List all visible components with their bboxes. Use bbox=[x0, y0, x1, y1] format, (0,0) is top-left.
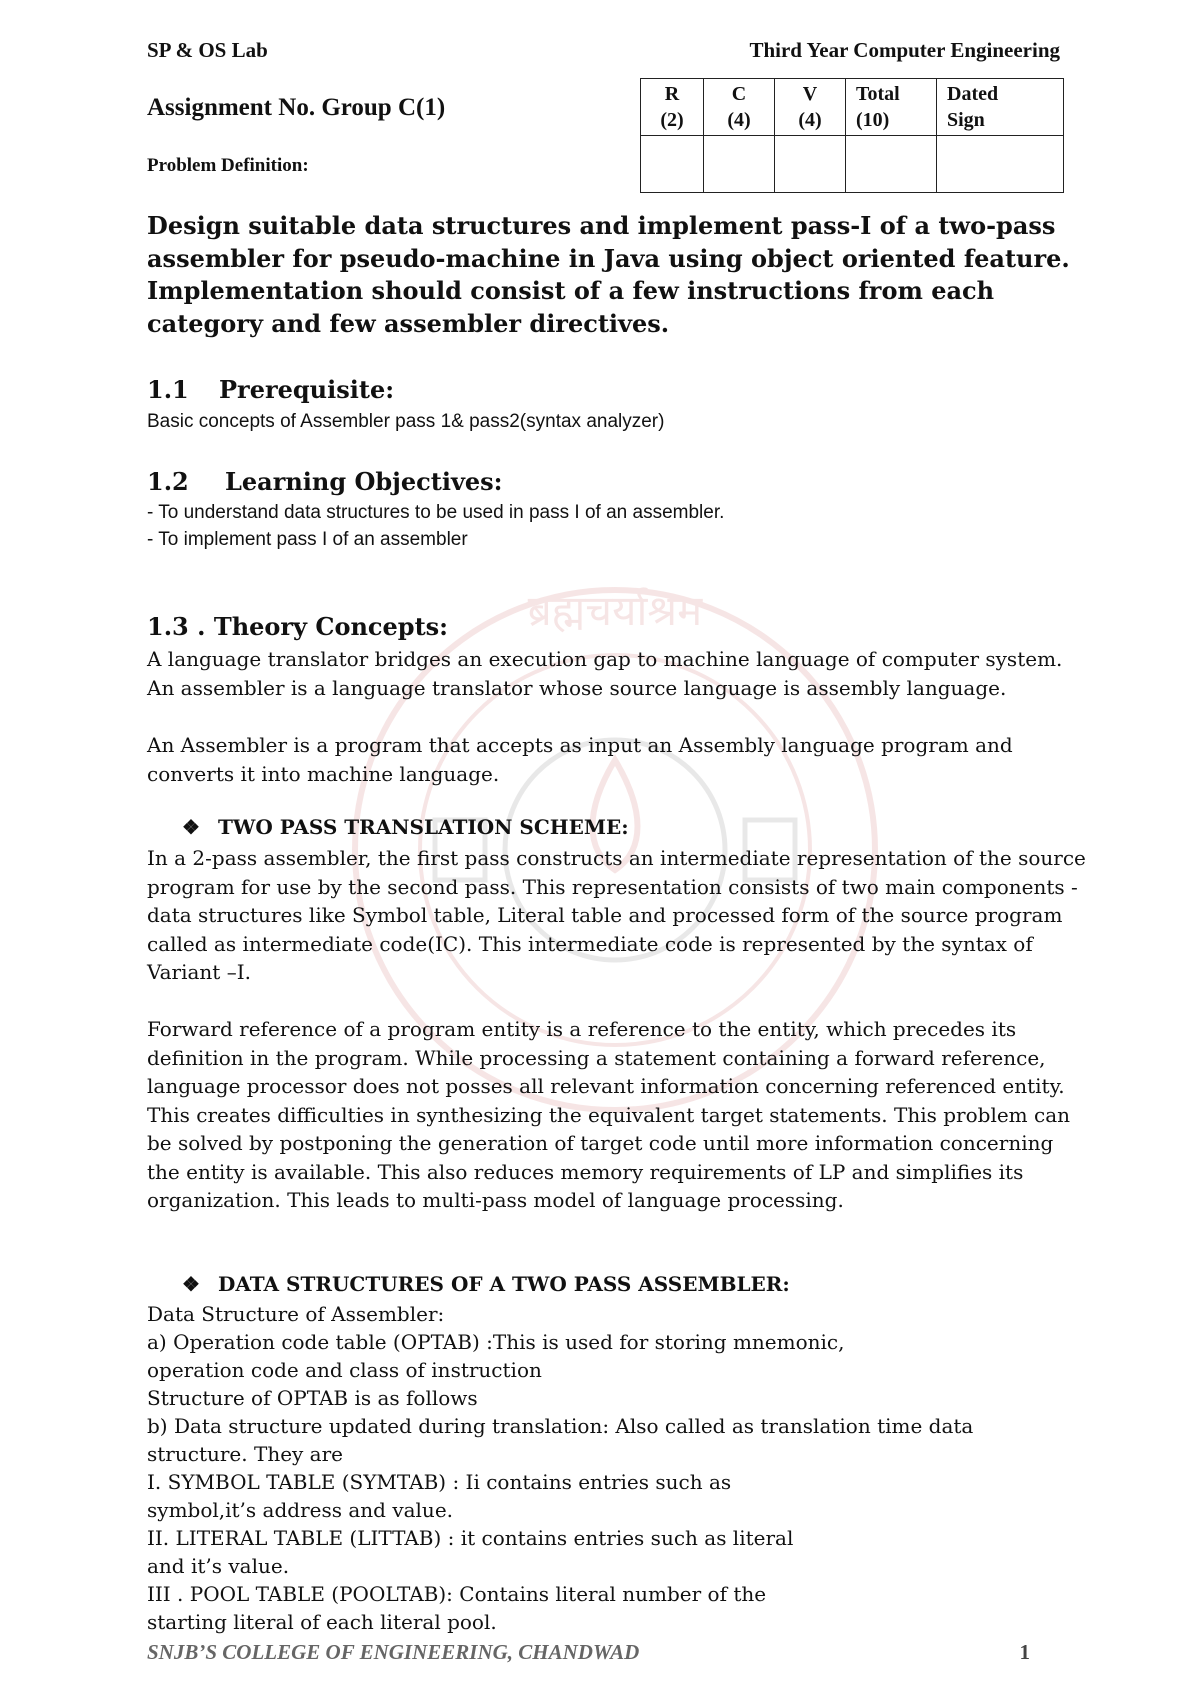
marks-cell-r bbox=[641, 136, 704, 193]
ds-line: symbol,it’s address and value. bbox=[147, 1498, 454, 1522]
marks-table-empty-row bbox=[641, 136, 1064, 193]
footer-page-number: 1 bbox=[1019, 1640, 1030, 1664]
marks-table bbox=[640, 78, 1064, 193]
marks-table-header-row bbox=[641, 79, 1064, 136]
two-pass-paragraph-2: Forward reference of a program entity is a reference to the entity, which precedes its definition in the program. While processing a statement containing a forward reference, language processor does not posses all relevant information concerning referenced entity. This creates difficulties in synthesizing the equivalent target statements. This problem can be solved by postponing the generation of target code until more information concerning the entity is available. This also reduces memory requirements of LP and simplifies its organization. This leads to multi-pass model of language processing. bbox=[147, 1017, 1071, 1212]
marks-header-total: Total (10) bbox=[846, 79, 937, 136]
ds-line: and it’s value. bbox=[147, 1554, 290, 1578]
marks-cell-c bbox=[704, 136, 775, 193]
ds-line: II. LITERAL TABLE (LITTAB) : it contains entries such as literal bbox=[147, 1526, 794, 1550]
svg-text:ब्रह्मचर्याश्रम: ब्रह्मचर्याश्रम bbox=[527, 589, 703, 635]
ds-line: III . POOL TABLE (POOLTAB): Contains literal number of the bbox=[147, 1582, 767, 1606]
diamond-bullet-icon: ❖ bbox=[182, 815, 200, 839]
ds-line: a) Operation code table (OPTAB) :This is used for storing mnemonic, bbox=[147, 1330, 845, 1354]
ds-line: I. SYMBOL TABLE (SYMTAB) : Ii contains entries such as bbox=[147, 1470, 732, 1494]
footer-college-name: SNJB’S COLLEGE OF ENGINEERING, CHANDWAD bbox=[147, 1640, 640, 1664]
assignment-title: Assignment No. Group C(1) bbox=[147, 94, 446, 121]
problem-definition-label: Problem Definition: bbox=[147, 155, 309, 176]
ds-line: Data Structure of Assembler: bbox=[147, 1302, 445, 1326]
section-heading-learning-objectives: 1.2 Learning Objectives: bbox=[147, 467, 503, 496]
theory-paragraph-2: An Assembler is a program that accepts as input an Assembly language program and converts it into machine language. bbox=[147, 733, 1013, 786]
subheading-data-structures: ❖ DATA STRUCTURES OF A TWO PASS ASSEMBLER: bbox=[182, 1272, 790, 1296]
ds-line: structure. They are bbox=[147, 1442, 344, 1466]
marks-cell-total bbox=[846, 136, 937, 193]
objective-line-2: - To implement pass I of an assembler bbox=[147, 529, 468, 550]
diamond-bullet-icon: ❖ bbox=[182, 1272, 200, 1296]
prerequisite-text: Basic concepts of Assembler pass 1& pass2(syntax analyzer) bbox=[147, 411, 665, 432]
marks-header-v: V (4) bbox=[775, 79, 846, 136]
subheading-two-pass: ❖ TWO PASS TRANSLATION SCHEME: bbox=[182, 815, 629, 839]
marks-header-dated-sign: Dated Sign bbox=[937, 79, 1064, 136]
problem-statement: Design suitable data structures and implement pass-I of a two-pass assembler for pseudo-machine in Java using object oriented feature. Implementation should consist of a few instructions from each category and few assembler directives. bbox=[147, 211, 1070, 338]
marks-cell-sign bbox=[937, 136, 1064, 193]
theory-paragraph-1: A language translator bridges an execution gap to machine language of computer system. An assembler is a language translator whose source language is assembly language. bbox=[147, 647, 1063, 700]
ds-line: operation code and class of instruction bbox=[147, 1358, 542, 1382]
marks-header-c: C (4) bbox=[704, 79, 775, 136]
header-lab-name: SP & OS Lab bbox=[147, 38, 268, 62]
header-year-dept: Third Year Computer Engineering bbox=[749, 38, 1060, 62]
ds-line: Structure of OPTAB is as follows bbox=[147, 1386, 478, 1410]
marks-header-r: R (2) bbox=[641, 79, 704, 136]
section-heading-theory: 1.3 . Theory Concepts: bbox=[147, 612, 449, 641]
ds-line: starting literal of each literal pool. bbox=[147, 1610, 497, 1634]
marks-cell-v bbox=[775, 136, 846, 193]
objective-line-1: - To understand data structures to be used in pass I of an assembler. bbox=[147, 502, 725, 523]
section-heading-prerequisite: 1.1 Prerequisite: bbox=[147, 375, 395, 404]
two-pass-paragraph-1: In a 2-pass assembler, the first pass constructs an intermediate representation of the source program for use by the second pass. This representation consists of two main components - data structures like Symbol table, Literal table and processed form of the source program called as intermediate code(IC). This intermediate code is represented by the syntax of Variant –I. bbox=[147, 846, 1086, 984]
ds-line: b) Data structure updated during translation: Also called as translation time data bbox=[147, 1414, 974, 1438]
